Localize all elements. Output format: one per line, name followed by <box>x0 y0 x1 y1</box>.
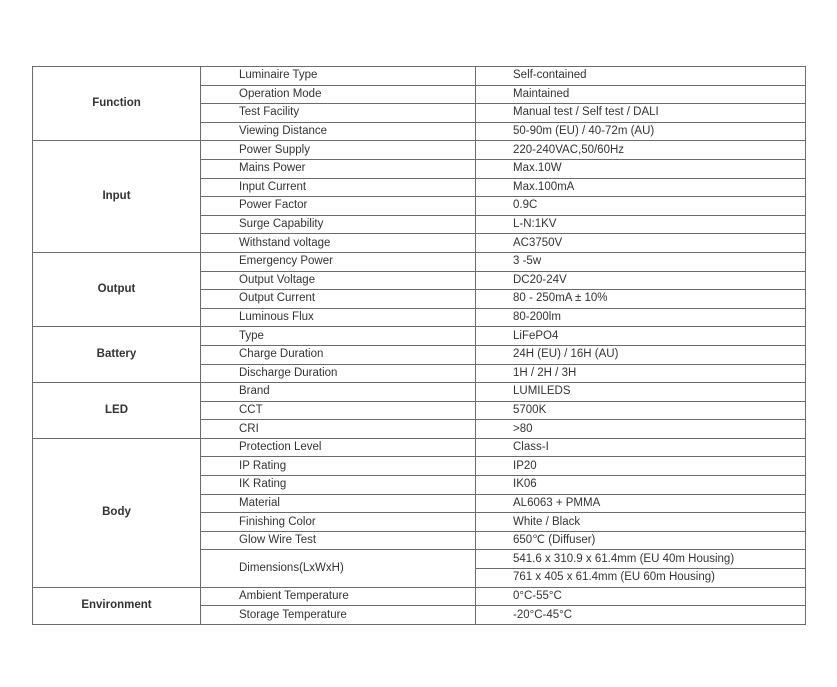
value-cell: 541.6 x 310.9 x 61.4mm (EU 40m Housing) <box>476 550 806 569</box>
value-cell: 650℃ (Diffuser) <box>476 531 806 550</box>
parameter-cell: Viewing Distance <box>201 122 476 141</box>
parameter-cell: Input Current <box>201 178 476 197</box>
value-cell: L-N:1KV <box>476 215 806 234</box>
parameter-cell: Luminaire Type <box>201 67 476 86</box>
category-cell: Output <box>33 252 201 326</box>
category-cell: Battery <box>33 327 201 383</box>
category-cell: Environment <box>33 587 201 624</box>
value-cell: White / Black <box>476 513 806 532</box>
value-cell: 50-90m (EU) / 40-72m (AU) <box>476 122 806 141</box>
value-cell: 0.9C <box>476 197 806 216</box>
category-cell: Input <box>33 141 201 253</box>
value-cell: Max.10W <box>476 159 806 178</box>
value-cell: IP20 <box>476 457 806 476</box>
parameter-cell: Operation Mode <box>201 85 476 104</box>
parameter-cell: Mains Power <box>201 159 476 178</box>
parameter-cell: Power Supply <box>201 141 476 160</box>
value-cell: 220-240VAC,50/60Hz <box>476 141 806 160</box>
value-cell: 24H (EU) / 16H (AU) <box>476 345 806 364</box>
category-cell: Function <box>33 67 201 141</box>
value-cell: Self-contained <box>476 67 806 86</box>
table-row <box>33 67 806 86</box>
value-cell: Max.100mA <box>476 178 806 197</box>
parameter-cell: Test Facility <box>201 104 476 123</box>
value-cell: Manual test / Self test / DALI <box>476 104 806 123</box>
parameter-cell: Luminous Flux <box>201 308 476 327</box>
table-row <box>33 327 806 346</box>
value-cell: 761 x 405 x 61.4mm (EU 60m Housing) <box>476 569 806 588</box>
value-cell: AC3750V <box>476 234 806 253</box>
value-cell: IK06 <box>476 476 806 495</box>
value-cell: 80-200lm <box>476 308 806 327</box>
value-cell: -20°C-45°C <box>476 606 806 625</box>
parameter-cell: Storage Temperature <box>201 606 476 625</box>
parameter-cell: IP Rating <box>201 457 476 476</box>
parameter-cell: Finishing Color <box>201 513 476 532</box>
parameter-cell: Surge Capability <box>201 215 476 234</box>
table-row <box>33 587 806 606</box>
parameter-cell: Brand <box>201 383 476 402</box>
value-cell: Maintained <box>476 85 806 104</box>
parameter-cell: Emergency Power <box>201 252 476 271</box>
table-row <box>33 438 806 457</box>
value-cell: 80 - 250mA ± 10% <box>476 290 806 309</box>
table-row <box>33 141 806 160</box>
value-cell: 5700K <box>476 401 806 420</box>
value-cell: LUMILEDS <box>476 383 806 402</box>
table-row <box>33 383 806 402</box>
parameter-cell: CRI <box>201 420 476 439</box>
category-cell: Body <box>33 438 201 587</box>
parameter-cell: Output Current <box>201 290 476 309</box>
parameter-cell: Discharge Duration <box>201 364 476 383</box>
parameter-cell: Ambient Temperature <box>201 587 476 606</box>
category-cell: LED <box>33 383 201 439</box>
table-row <box>33 252 806 271</box>
spec-table <box>32 66 806 625</box>
value-cell: DC20-24V <box>476 271 806 290</box>
parameter-cell: Material <box>201 494 476 513</box>
parameter-cell: Type <box>201 327 476 346</box>
value-cell: Class-I <box>476 438 806 457</box>
parameter-cell: Charge Duration <box>201 345 476 364</box>
parameter-cell: Dimensions(LxWxH) <box>201 550 476 587</box>
parameter-cell: Output Voltage <box>201 271 476 290</box>
parameter-cell: IK Rating <box>201 476 476 495</box>
value-cell: 1H / 2H / 3H <box>476 364 806 383</box>
parameter-cell: Power Factor <box>201 197 476 216</box>
parameter-cell: Glow Wire Test <box>201 531 476 550</box>
value-cell: 0°C-55°C <box>476 587 806 606</box>
parameter-cell: Protection Level <box>201 438 476 457</box>
spec-table-body <box>33 67 806 625</box>
value-cell: >80 <box>476 420 806 439</box>
parameter-cell: Withstand voltage <box>201 234 476 253</box>
value-cell: AL6063 + PMMA <box>476 494 806 513</box>
value-cell: 3 -5w <box>476 252 806 271</box>
value-cell: LiFePO4 <box>476 327 806 346</box>
parameter-cell: CCT <box>201 401 476 420</box>
